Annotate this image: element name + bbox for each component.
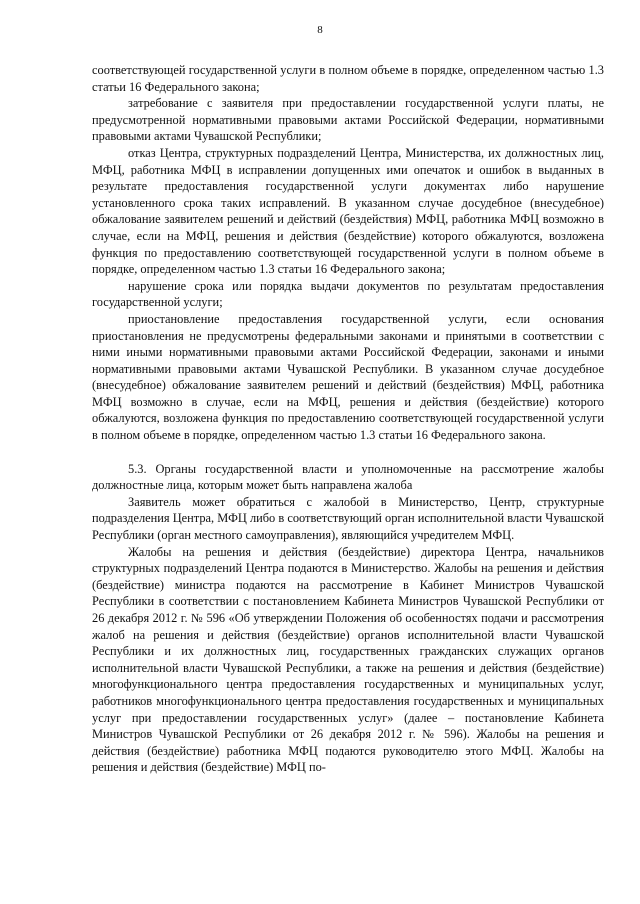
paragraph-continuation: соответствующей государственной услуги в полном объеме в порядке, определенном частью 1.3 статьи 16 Федерального закона;	[92, 63, 604, 94]
section-heading-5-3: 5.3. Органы государственной власти и уполномоченные на рассмотрение жалобы должностные лица, которым может быть направлена жалоба	[92, 461, 604, 493]
document-body	[92, 62, 604, 776]
paragraph-fee-demand: затребование с заявителя при предоставлении государственной услуги платы, не предусмотренной нормативными правовыми актами Российской Федерации, нормативными правовыми актами Чувашской Республики;	[92, 96, 604, 144]
paragraph-deadline-violation: нарушение срока или порядка выдачи документов по результатам предоставления государственной услуги;	[92, 278, 604, 310]
paragraph-complaint-addressees: Заявитель может обратиться с жалобой в Министерство, Центр, структурные подразделения Центра, МФЦ либо в соответствующий орган исполнительной власти Чувашской Республики (орган местного самоуправления), являющийся учредителем МФЦ.	[92, 494, 604, 543]
paragraph-suspension: приостановление предоставления государственной услуги, если основания приостановления не предусмотрены федеральными законами и принятыми в соответствии с ними иными нормативными правовыми актами Российской Федерации, законами и иными нормативными правовыми актами Чувашской Республики. В указанном случае досудебное (внесудебное) обжалование заявителем решений и действий (бездействия) МФЦ, работника МФЦ возможно в случае, если на МФЦ, решения и действия (бездействие) которого обжалуются, возложена функция по предоставлению соответствующей государственной услуги в полном объеме в порядке, определенном частью 1.3 статьи 16 Федерального закона.	[92, 311, 604, 443]
page-number: 8	[317, 24, 323, 36]
paragraph-complaint-procedure: Жалобы на решения и действия (бездействие) директора Центра, начальников структурных подразделений Центра подаются в Министерство. Жалобы на решения и действия (бездействие) министра подаются на рассмотрение в Кабинет Министров Чувашской Республики в соответствии с постановлением Кабинета Министров Чувашской Республики от 26 декабря 2012 г. № 596 «Об утверждении Положения об особенностях подачи и рассмотрения жалоб на решения и действия (бездействие) органов исполнительной власти Чувашской Республики и их должностных лиц, государственных гражданских служащих органов исполнительной власти Чувашской Республики, а также на решения и действия (бездействие) многофункционального центра предоставления государственных и муниципальных услуг, работников многофункционального центра предоставления государственных и муниципальных услуг при предоставлении государственных услуг» (далее – постановление Кабинета Министров Чувашской Республики от 26 декабря 2012 г. № 596). Жалобы на решения и действия (бездействие) работника МФЦ подаются руководителю этого МФЦ. Жалобы на решения и действия (бездействие) МФЦ по-	[92, 544, 604, 775]
paragraph-correction-refusal: отказ Центра, структурных подразделений Центра, Министерства, их должностных лиц, МФЦ, работника МФЦ в исправлении допущенных ими опечаток и ошибок в выданных в результате предоставления государственной услуги документах либо нарушение установленного срока таких исправлений. В указанном случае досудебное (внесудебное) обжалование заявителем решений и действий (бездействия) МФЦ, работника МФЦ возможно в случае, если на МФЦ, решения и действия (бездействие) которого обжалуются, возложена функция по предоставлению соответствующей государственной услуги в полном объеме в порядке, определенном частью 1.3 статьи 16 Федерального закона;	[92, 145, 604, 277]
